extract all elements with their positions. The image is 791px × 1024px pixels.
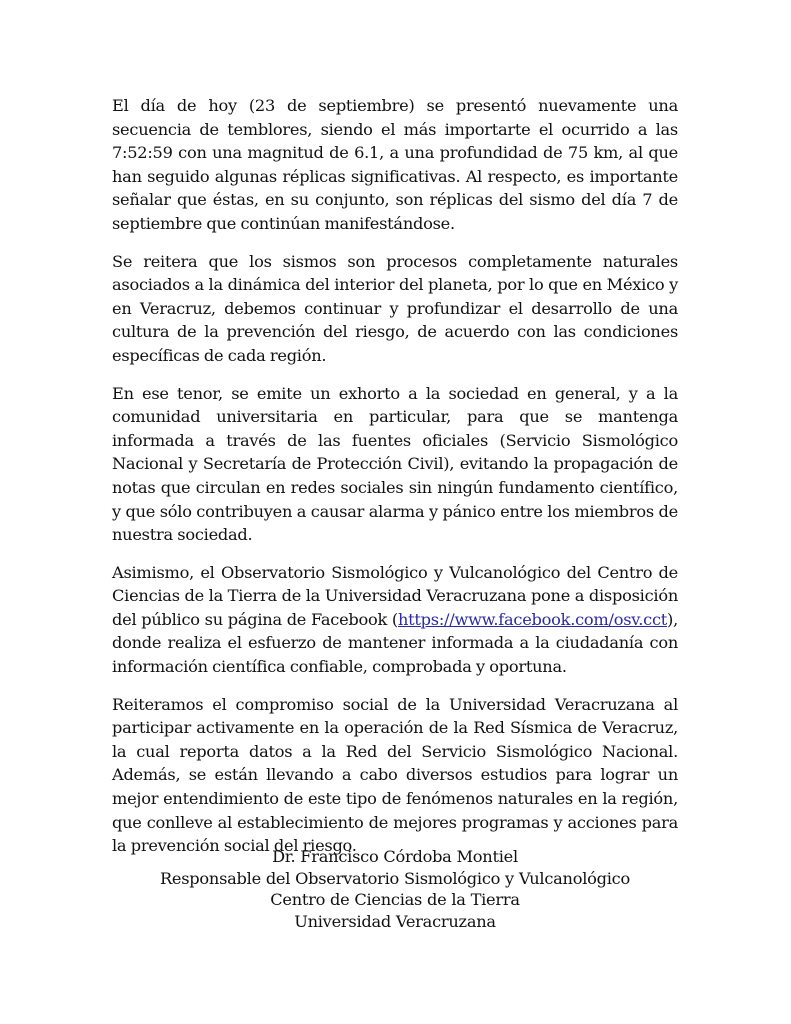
signature-name: Dr. Francisco Córdoba Montiel <box>272 847 518 866</box>
signature-institution: Universidad Veracruzana <box>294 911 496 931</box>
signature-block <box>112 846 678 932</box>
paragraph-social-commitment: Reiteramos el compromiso social de la Universidad Veracruzana al participar activamente en la operación de la Red Sísmica de Veracruz, la cual reporta datos a la Red del Servicio Sismológico Nacional. Además, se están llevando a cabo diversos estudios para lograr un mejor entendimiento de este tipo de fenómenos naturales en la región, que conlleve al establecimiento de mejores programas y acciones para la prevención social del riesgo. <box>112 694 678 856</box>
paragraph-text-before-link: Asimismo, el Observatorio Sismológico y Vulcanológico del Centro de Ciencias de la Tierra de la Universidad Veracruzana pone a disposición del público su página de Facebook ( <box>112 562 678 629</box>
paragraph-text-after-link: ), donde realiza el esfuerzo de mantener informada a la ciudadanía con información científica confiable, comprobada y oportuna. <box>112 609 678 677</box>
signature-department: Centro de Ciencias de la Tierra <box>270 890 520 909</box>
facebook-link[interactable]: https://www.facebook.com/osv.cct <box>398 609 668 629</box>
paragraph-facebook-page <box>112 561 678 679</box>
signature-position: Responsable del Observatorio Sismológico y Vulcanológico <box>159 868 630 888</box>
paragraph-official-sources: En ese tenor, se emite un exhorto a la sociedad en general, y a la comunidad universitaria en particular, para que se mantenga informada a través de las fuentes oficiales (Servicio Sismológico Nacional y Secretaría de Protección Civil), evitando la propagación de notas que circulan en redes sociales sin ningún fundamento científico, y que sólo contribuyen a causar alarma y pánico entre los miembros de nuestra sociedad. <box>112 383 678 545</box>
document-body <box>112 94 678 872</box>
paragraph-prevention-culture: Se reitera que los sismos son procesos completamente naturales asociados a la dinámica del interior del planeta, por lo que en México y en Veracruz, debemos continuar y profundizar el desarrollo de una cultura de la prevención del riesgo, de acuerdo con las condiciones específicas de cada región. <box>112 251 678 365</box>
paragraph-earthquake-report: El día de hoy (23 de septiembre) se presentó nuevamente una secuencia de temblores, siendo el más importarte el ocurrido a las 7:52:59 con una magnitud de 6.1, a una profundidad de 75 km, al que han seguido algunas réplicas significativas. Al respecto, es importante señalar que éstas, en su conjunto, son réplicas del sismo del día 7 de septiembre que continúan manifestándose. <box>112 96 678 233</box>
